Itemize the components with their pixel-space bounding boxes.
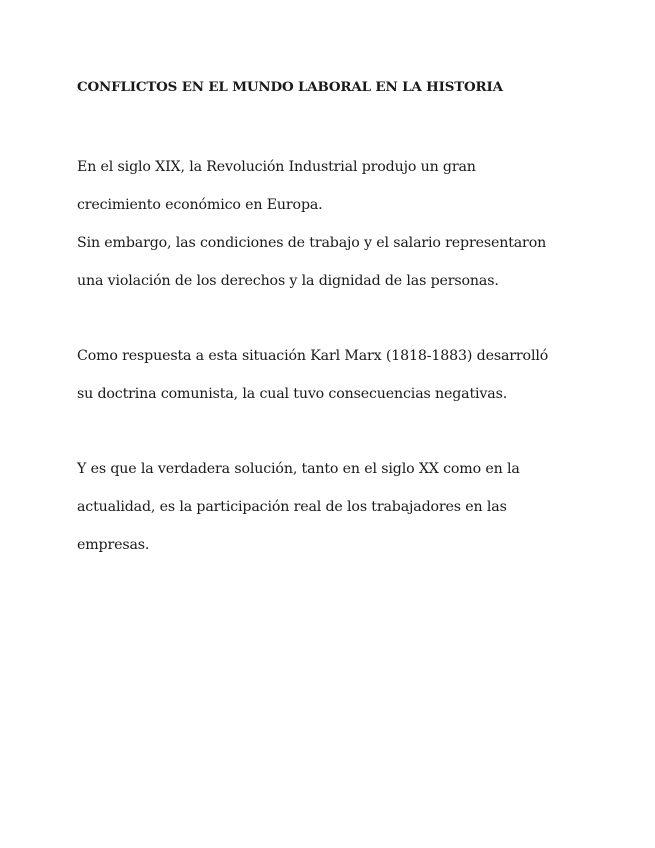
paragraph-line: empresas. bbox=[77, 537, 150, 553]
paragraph-line: crecimiento económico en Europa. bbox=[77, 197, 323, 213]
paragraph-line: Y es que la verdadera solución, tanto en el siglo XX como en la bbox=[77, 461, 520, 477]
paragraph-line: En el siglo XIX, la Revolución Industrial produjo un gran bbox=[77, 159, 476, 175]
paragraph-2 bbox=[77, 337, 577, 413]
paragraph-3 bbox=[77, 450, 577, 564]
spacer bbox=[77, 100, 577, 148]
paragraph-line: actualidad, es la participación real de los trabajadores en las bbox=[77, 499, 507, 515]
paragraph-line: Sin embargo, las condiciones de trabajo y el salario representaron bbox=[77, 235, 547, 251]
paragraph-1 bbox=[77, 148, 577, 300]
paragraph-line: su doctrina comunista, la cual tuvo consecuencias negativas. bbox=[77, 386, 508, 402]
document-title: CONFLICTOS EN EL MUNDO LABORAL EN LA HISTORIA bbox=[77, 79, 503, 95]
spacer bbox=[77, 413, 577, 450]
paragraph-line: una violación de los derechos y la dignidad de las personas. bbox=[77, 273, 499, 289]
spacer bbox=[77, 300, 577, 337]
paragraph-line: Como respuesta a esta situación Karl Marx (1818-1883) desarrolló bbox=[77, 348, 549, 364]
document-body bbox=[77, 74, 577, 564]
